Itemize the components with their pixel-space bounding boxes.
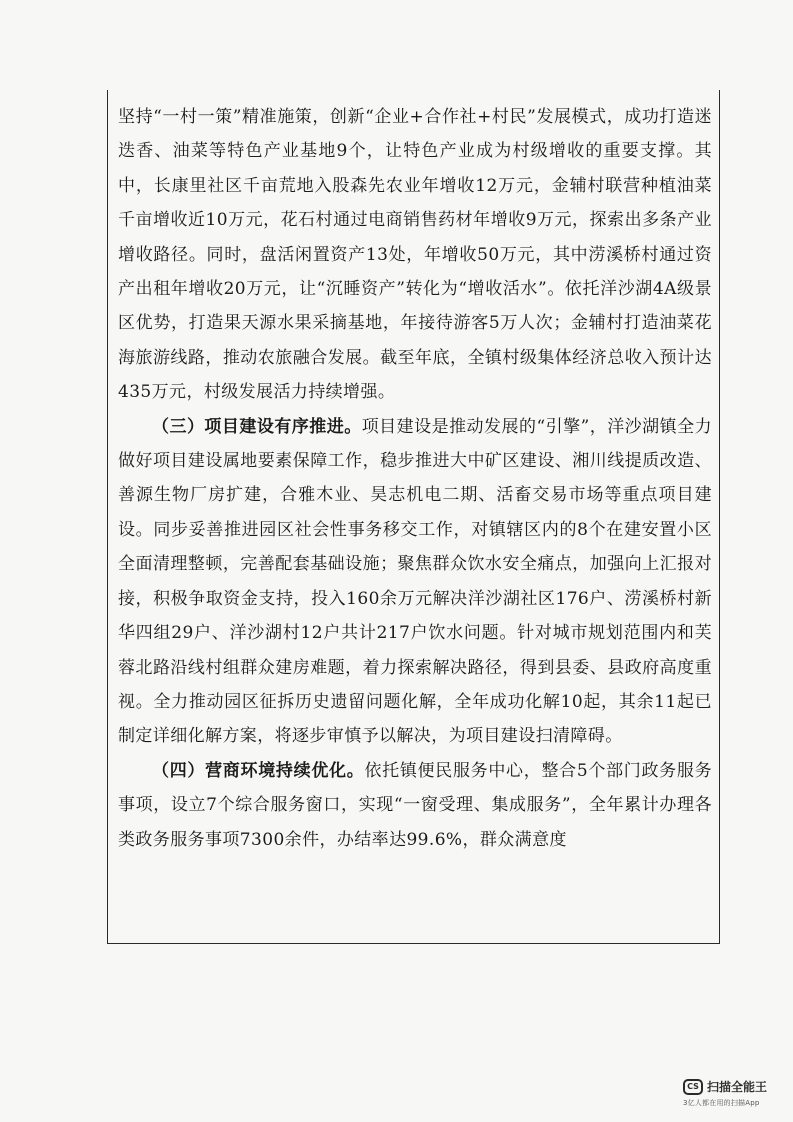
watermark-brand-row (683, 1078, 791, 1095)
watermark-app-name: 扫描全能王 (707, 1080, 768, 1094)
section-body-project-construction: 项目建设是推动发展的“引擎”，洋沙湖镇全力做好项目建设属地要素保障工作，稳步推进大中矿区建设、湘川线提质改造、善源生物厂房扩建，合雅木业、昊志机电二期、活畜交易市场等重点项目建设。同步妥善推进园区社会性事务移交工作，对镇辖区内的8个在建安置小区全面清理整顿，完善配套基础设施；聚焦群众饮水安全痛点，加强向上汇报对接，积极争取资金支持，投入160余万元解决洋沙湖社区176户、涝溪桥村新华四组29户、洋沙湖村12户共计217户饮水问题。针对城市规划范围内和芙蓉北路沿线村组群众建房难题，着力探索解决路径，得到县委、县政府高度重视。全力推动园区征拆历史遗留问题化解，全年成功化解10起，其余11起已制定详细化解方案，将逐步审慎予以解决，为项目建设扫清障碍。 (118, 416, 712, 747)
paragraph-business-environment (118, 754, 712, 857)
section-heading-business-environment: （四）营商环境持续优化。 (152, 760, 365, 781)
section-body-business-environment: 依托镇便民服务中心，整合5个部门政务服务事项，设立7个综合服务窗口，实现“一窗受理、集成服务”，全年累计办理各类政务服务事项7300余件，办结率达99.6%，群众满意度 (118, 760, 712, 850)
paragraph-rural-economy: 坚持“一村一策”精准施策，创新“企业+合作社+村民”发展模式，成功打造迷迭香、油菜等特色产业基地9个，让特色产业成为村级增收的重要支撑。其中，长康里社区千亩荒地入股森先农业年增收12万元，金辅村联营种植油菜千亩增收近10万元，花石村通过电商销售药材年增收9万元，探索出多条产业增收路径。同时，盘活闲置资产13处，年增收50万元，其中涝溪桥村通过资产出租年增收20万元，让“沉睡资产”转化为“增收活水”。依托洋沙湖4A级景区优势，打造果天源水果采摘基地，年接待游客5万人次；金辅村打造油菜花海旅游线路，推动农旅融合发展。截至年底，全镇村级集体经济总收入预计达435万元，村级发展活力持续增强。 (118, 107, 712, 403)
document-body (118, 100, 712, 857)
scanner-watermark (683, 1078, 791, 1118)
paragraph-project-construction (118, 410, 712, 754)
section-heading-project-construction: （三）项目建设有序推进。 (152, 416, 362, 437)
camscanner-logo-icon: CS (683, 1079, 703, 1095)
watermark-slogan: 3亿人都在用的扫描App (683, 1099, 760, 1107)
